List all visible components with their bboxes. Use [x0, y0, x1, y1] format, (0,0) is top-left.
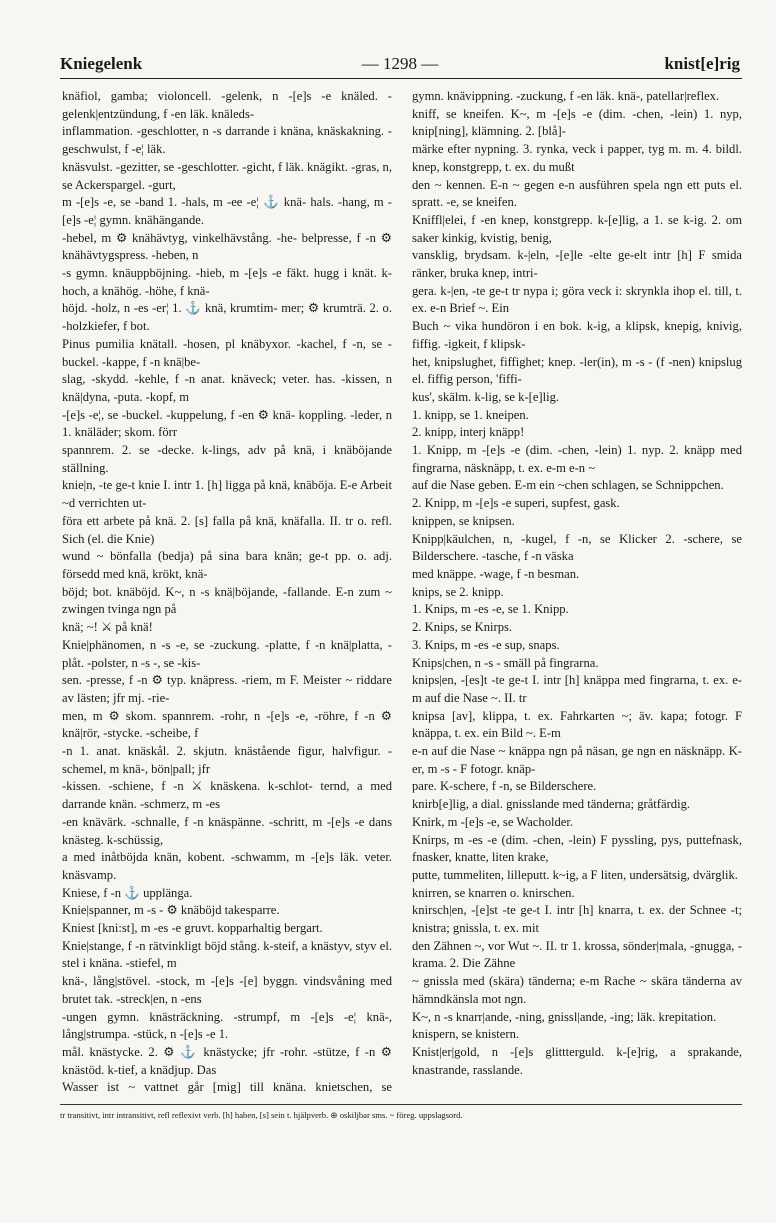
- entry-line: knips, se 2. knipp.: [412, 584, 504, 599]
- entry-line: wund ~ bönfalla (bedja) på sina bara knän; ge-t pp. o. adj. försedd med knä, krökt, knä-: [62, 549, 392, 581]
- entry-line: knäsvulst. -gezitter, se -geschlotter. -gicht, f läk. knägikt. -gras, n, se Ackerspargel. -gurt,: [62, 159, 392, 192]
- entry-line: a med inåtböjda knän, kobent. -schwamm, m -[e]s läk. veter. knäsvamp.: [62, 850, 392, 882]
- entry-line: Knie|stange, f -n rätvinkligt böjd stång. k-steif, a knästyv, styv el. stel i knäna. -stiefel, m: [62, 938, 392, 971]
- entry-line: knirb[e]lig, a dial. gnisslande med tänderna; gråtfärdig.: [412, 797, 691, 812]
- entry-line: 1. Knips, m -es -e, se 1. Knipp.: [412, 602, 569, 617]
- entry-line: gymn. knävippning. -zuckung, f -en läk. knä-, patellar|reflex.: [412, 89, 720, 103]
- entry-line: -kissen. -schiene, f -n ⚔ knäskena. k-schlot- ternd, a med darrande knän. -schmerz, m -es: [62, 779, 392, 812]
- entry-line: märke efter nypning. 3. rynka, veck i papper, tyg m. m. 4. bildl. knep, konstgrepp, t. ex. du mußt: [412, 142, 742, 174]
- abbreviation-footer: tr transitivt, intr intransitivt, refl reflexivt verb. [h] haben, [s] sein t. hjälpverb. ⊕ oskiljbar sms. ~ föreg. uppslagsord.: [60, 1110, 463, 1120]
- entry-line: knippen, se knipsen.: [412, 513, 515, 528]
- entry-line: 1. knipp, se 1. kneipen.: [412, 407, 529, 422]
- entry-line: K~, n -s knarr|ande, -ning, gnissl|ande, -ing; läk. krepitation.: [412, 1009, 717, 1024]
- entry-line: knie|n, -te ge-t knie I. intr 1. [h] ligga på knä, knäböja. E-e Arbeit ~d verrichten ut-: [62, 478, 392, 511]
- entry-line: vansklig, brydsam. k-|eln, -[e]le -elte ge-elt intr [h] F smida ränker, bruka knep, intri-: [412, 248, 742, 281]
- entry-line: Knie|spanner, m -s - ⚙ knäböjd takesparre.: [62, 903, 280, 918]
- header-right-guideword: knist[e]rig: [664, 54, 740, 73]
- entry-line: den Zähnen ~, vor Wut ~. II. tr 1. krossa, sönder|mala, -gnugga, -krama. 2. Die Zähne: [412, 938, 742, 971]
- entry-line: Kniese, f -n ⚓ upplänga.: [62, 885, 193, 900]
- entry-line: inflammation. -geschlotter, n -s darrande i knäna, knäskakning. -geschwulst, f -e¦ läk.: [62, 124, 392, 157]
- entry-line: -s gymn. knäuppböjning. -hieb, m -[e]s -e fäkt. hugg i knät. k-hoch, a knähög. -höhe, f knä-: [62, 266, 392, 298]
- entry-line: Knipp|käulchen, n, -kugel, f -n, se Klicker 2. -schere, se Bilderschere. -tasche, f -n väska: [412, 531, 742, 564]
- entry-line: knipsa [av], klippa, t. ex. Fahrkarten ~; äv. kapa; fotogr. F knäppa, t. ex. ein Bild ~. E-m: [412, 708, 742, 741]
- entry-line: Buch ~ vika hundöron i en bok. k-ig, a klipsk, knepig, knivig, fiffig. -igkeit, f klipsk-: [412, 319, 742, 351]
- entry-line: -en knävärk. -schnalle, f -n knäspänne. -schritt, m -[e]s -e dans knästeg. k-schüssig,: [62, 814, 392, 847]
- entry-line: böjd; bot. knäböjd. K~, n -s knä|böjande, -fallande. E-n zum ~ zwingen tvinga ngn på: [62, 584, 392, 617]
- entry-line: Knips|chen, n -s - smäll på fingrarna.: [412, 655, 599, 670]
- page-number: — 1298 —: [361, 54, 439, 73]
- entry-line: knirren, se knarren o. knirschen.: [412, 885, 575, 900]
- entry-line: knä-, lång|stövel. -stock, m -[e]s -[e] byggn. vindsvåning med brutet tak. -streck|en, n -ens: [62, 974, 392, 1006]
- entry-line: 3. Knips, m -es -e sup, snaps.: [412, 637, 560, 652]
- entry-line: -hebel, m ⚙ knähävtyg, vinkelhävstång. -he- belpresse, f -n ⚙ knähävtygspress. -heben, n: [62, 230, 392, 263]
- entry-line: het, knipslughet, fiffighet; knep. -ler(in), m -s - (f -nen) knipslug el. fiffig person, 'fiffi-: [412, 354, 742, 387]
- entry-line: Knie|phänomen, n -s -e, se -zuckung. -platte, f -n knä|platta, -plåt. -polster, n -s -, se -kis-: [62, 637, 392, 670]
- entry-line: Knirk, m -[e]s -e, se Wacholder.: [412, 814, 574, 829]
- entry-line: knispern, se knistern.: [412, 1027, 520, 1042]
- entry-line: slag, -skydd. -kehle, f -n anat. knäveck; veter. has. -kissen, n knä|dyna, -puta. -kopf, m: [62, 372, 392, 404]
- right-column: [412, 88, 742, 1098]
- entry-line: auf die Nase geben. E-m ein ~chen schlagen, se Schnippchen.: [412, 478, 724, 493]
- entry-line: -[e]s -e¦, se -buckel. -kuppelung, f -en ⚙ knä- koppling. -leder, n 1. knäläder; skom. förr: [62, 407, 392, 440]
- entry-line: kniff, se kneifen. K~, m -[e]s -e (dim. -chen, -lein) 1. nyp, knip[ning], klämning. 2. [blå]-: [412, 106, 742, 139]
- entry-line: knäfiol, gamba; violoncell. -gelenk, n -[e]s -e knäled. -gelenk|entzündung, f -en läk. knäleds-: [62, 89, 392, 121]
- entry-line: spannrem. 2. se -decke. k-lings, adv på knä, i knäböjande ställning.: [62, 443, 392, 475]
- entry-line: 2. Knips, se Knirps.: [412, 620, 513, 635]
- entry-line: Pinus pumilia knätall. -hosen, pl knäbyxor. -kachel, f -n, se -buckel. -kappe, f -n knä|be-: [62, 336, 392, 369]
- header-left-guideword: Kniegelenk: [60, 54, 143, 73]
- header-rule: [60, 78, 742, 79]
- entry-line: 2. knipp, interj knäpp!: [412, 425, 525, 440]
- entry-line: Knirps, m -es -e (dim. -chen, -lein) F pyssling, pys, puttefnask, fnasker, knatte, liten krake,: [412, 832, 742, 865]
- entry-line: knirsch|en, -[e]st -te ge-t I. intr [h] knarra, t. ex. der Schnee -t; knistra; gnissla, t. ex. mit: [412, 903, 742, 936]
- entry-line: pare. K-schere, f -n, se Bilderschere.: [412, 779, 597, 794]
- entry-line: Kniffl|elei, f -en knep, konstgrepp. k-[e]lig, a 1. se k-ig. 2. om saker kinkig, kvistig, benig,: [412, 212, 742, 245]
- page-header: [60, 54, 740, 76]
- entry-line: m -[e]s -e, se -band 1. -hals, m -ee -e¦ ⚓ knä- hals. -hang, m -[e]s -e¦ gymn. knähängande.: [62, 195, 392, 227]
- entry-line: mål. knästycke. 2. ⚙ ⚓ knästycke; jfr -rohr. -stütze, f -n ⚙ knästöd. k-tief, a knädjup. Das: [62, 1044, 392, 1077]
- entry-line: med knäppe. -wage, f -n besman.: [412, 566, 580, 581]
- entry-line: e-n auf die Nase ~ knäppa ngn på näsan, ge ngn en näsknäpp. K-er, m -s - F fotogr. knäp-: [412, 744, 742, 776]
- entry-line: den ~ kennen. E-n ~ gegen e-n ausführen spela ngn ett puts el. spratt. -e, se kneifen.: [412, 177, 742, 210]
- entry-line: Kniest [kni:st], m -es -e gruvt. kopparhaltig bergart.: [62, 921, 323, 936]
- entry-line: Wasser ist ~ vattnet går [mig] till knäna. knietschen, se: [62, 1080, 392, 1095]
- entry-line: höjd. -holz, n -es -er¦ 1. ⚓ knä, krumtim- mer; ⚙ krumträ. 2. o. -holzkiefer, f bot.: [62, 301, 392, 334]
- entry-line: föra ett arbete på knä. 2. [s] falla på knä, knäfalla. II. tr o. refl. Sich (el. die Knie): [62, 513, 392, 546]
- entry-line: 2. Knipp, m -[e]s -e superi, supfest, gask.: [412, 496, 620, 511]
- left-column: [62, 88, 392, 1098]
- entry-line: men, m ⚙ skom. spannrem. -rohr, n -[e]s -e, -röhre, f -n ⚙ knä|rör, -stycke. -scheibe, f: [62, 708, 392, 741]
- entry-line: -ungen gymn. knästräckning. -strumpf, m -[e]s -e¦ knä-, lång|strumpa. -stück, n -[e]s -e 1.: [62, 1009, 392, 1042]
- footer-rule: [60, 1104, 742, 1105]
- entry-line: knä; ~! ⚔ på knä!: [62, 620, 153, 635]
- entry-line: putte, tummeliten, lilleputt. k~ig, a F liten, undersätsig, dvärglik.: [412, 867, 738, 882]
- entry-line: kus', skälm. k-lig, se k-[e]lig.: [412, 389, 560, 404]
- entry-line: sen. -presse, f -n ⚙ typ. knäpress. -riem, m F. Meister ~ riddare av lästen; jfr mj. -rie-: [62, 673, 392, 705]
- entry-line: -n 1. anat. knäskål. 2. skjutn. knästående figur, halvfigur. -schemel, m knä-, bön|pall; jfr: [62, 744, 392, 776]
- entry-line: ~ gnissla med (skära) tänderna; e-m Rache ~ skära tänderna av hämndkänsla mot ngn.: [412, 974, 742, 1006]
- entry-line: gera. k-|en, -te ge-t tr nypa i; göra veck i: skrynkla ihop el. till, t. ex. e-n Brief ~. Ein: [412, 283, 742, 316]
- entry-line: Knist|er|gold, n -[e]s glittterguld. k-[e]rig, a sprakande, knastrande, rasslande.: [412, 1044, 742, 1077]
- entry-line: 1. Knipp, m -[e]s -e (dim. -chen, -lein) 1. nyp. 2. knäpp med fingrarna, näsknäpp, t. ex. e-m e-n ~: [412, 443, 742, 475]
- entry-line: knips|en, -[es]t -te ge-t I. intr [h] knäppa med fingrarna, t. ex. e-m auf die Nase ~. II. tr: [412, 673, 742, 705]
